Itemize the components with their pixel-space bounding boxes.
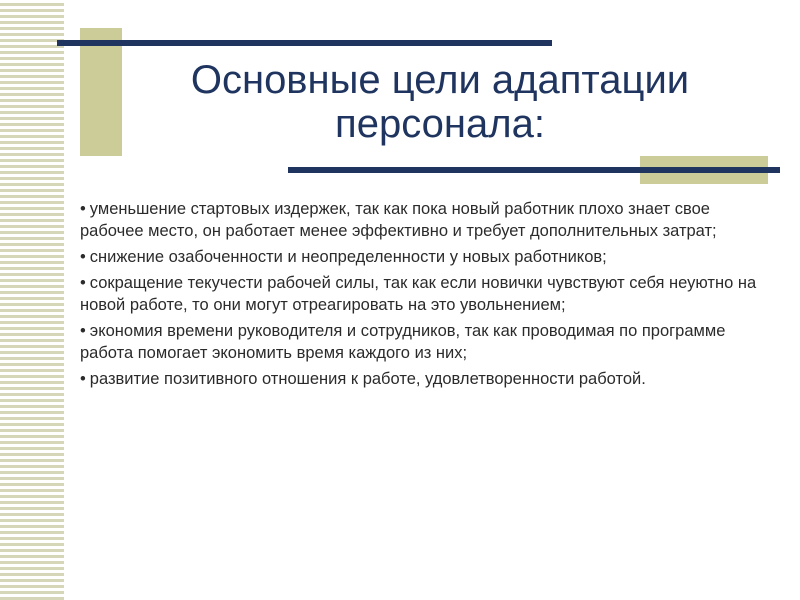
list-item <box>80 272 770 316</box>
bullet-icon: • <box>80 274 86 292</box>
list-item <box>80 368 770 390</box>
bullet-icon: • <box>80 200 86 218</box>
sidebar-edge <box>64 0 66 600</box>
list-item-text: развитие позитивного отношения к работе, удовлетворенности работой. <box>89 370 646 388</box>
striped-sidebar <box>0 0 64 600</box>
bullet-icon: • <box>80 248 86 266</box>
accent-block-left <box>80 28 122 156</box>
list-item-text: уменьшение стартовых издержек, так как пока новый работник плохо знает свое рабочее место, он работает менее эффективно и требует дополнительных затрат; <box>80 200 717 240</box>
list-item-text: сокращение текучести рабочей силы, так как если новички чувствуют себя неуютно на новой работе, то они могут отреагировать на это увольнением; <box>80 274 757 314</box>
bullet-icon: • <box>80 322 86 340</box>
accent-line-top <box>57 40 552 46</box>
bullet-icon: • <box>80 370 86 388</box>
list-item <box>80 198 770 242</box>
list-item <box>80 320 770 364</box>
list-item-text: экономия времени руководителя и сотрудников, так как проводимая по программе работа помогает экономить время каждого из них; <box>80 322 726 362</box>
slide-title: Основные цели адаптации персонала: <box>190 58 690 146</box>
list-item-text: снижение озабоченности и неопределенности у новых работников; <box>89 248 607 266</box>
list-item <box>80 246 770 268</box>
accent-line-bottom <box>288 167 780 173</box>
bullet-list <box>80 198 770 394</box>
